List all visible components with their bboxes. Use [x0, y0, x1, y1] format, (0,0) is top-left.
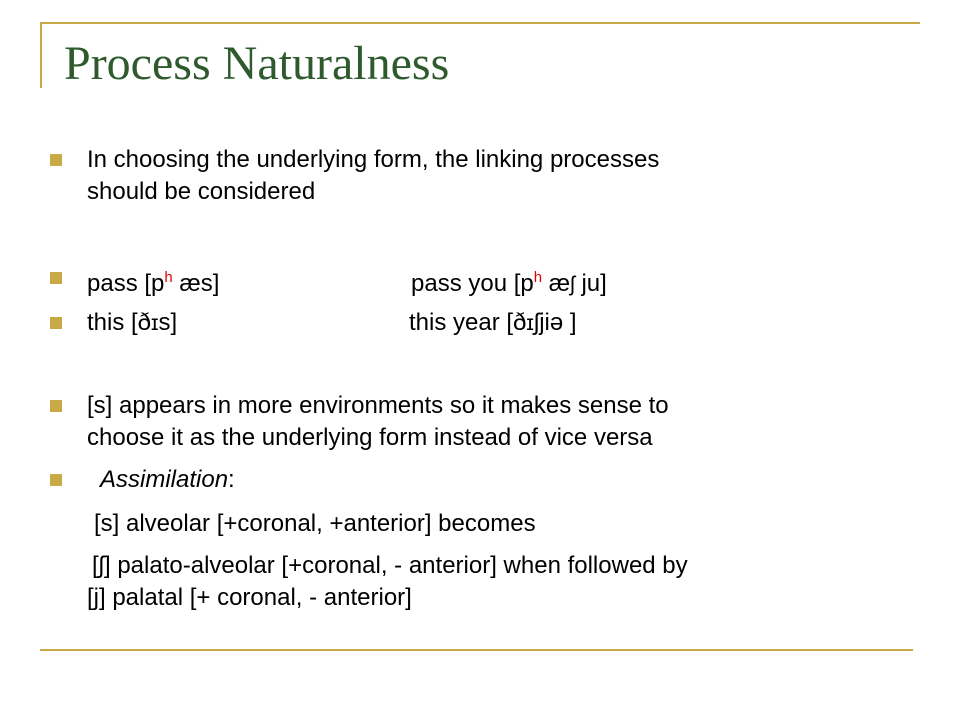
slide-title: Process Naturalness: [64, 37, 450, 90]
aspiration-mark: h: [164, 269, 173, 286]
example-pass-you: pass you [$p^h$ æʃ ju]: [411, 269, 607, 297]
assimilation-sh-line-1: [ʃ] palato-alveolar [+coronal, - anterior] when followed by: [92, 552, 688, 579]
aspiration-mark: h: [533, 269, 543, 286]
square-bullet-icon: [50, 474, 62, 486]
bottom-rule: [40, 649, 913, 651]
top-rule: [40, 22, 920, 24]
bullet-underlying-form-line-1: In choosing the underlying form, the linking processes: [87, 146, 660, 173]
assimilation-heading: Assimilation:: [100, 466, 235, 493]
left-rule: [40, 22, 42, 88]
example-this-year: this year [ðɪʃjiə ]: [409, 309, 577, 336]
square-bullet-icon: [50, 400, 62, 412]
assimilation-s-line: [s] alveolar [+coronal, +anterior] becomes: [94, 510, 536, 537]
square-bullet-icon: [50, 317, 62, 329]
example-this: this [ðɪs]: [87, 309, 178, 336]
assimilation-sh-line-2: [j] palatal [+ coronal, - anterior]: [87, 584, 412, 611]
example-pass: pass [$p^h$ æs]: [87, 269, 220, 297]
square-bullet-icon: [50, 154, 62, 166]
bullet-s-environments-line-2: choose it as the underlying form instead of vice versa: [87, 424, 653, 451]
square-bullet-icon: [50, 272, 62, 284]
bullet-s-environments-line-1: [s] appears in more environments so it makes sense to: [87, 392, 669, 419]
bullet-underlying-form-line-2: should be considered: [87, 178, 316, 205]
